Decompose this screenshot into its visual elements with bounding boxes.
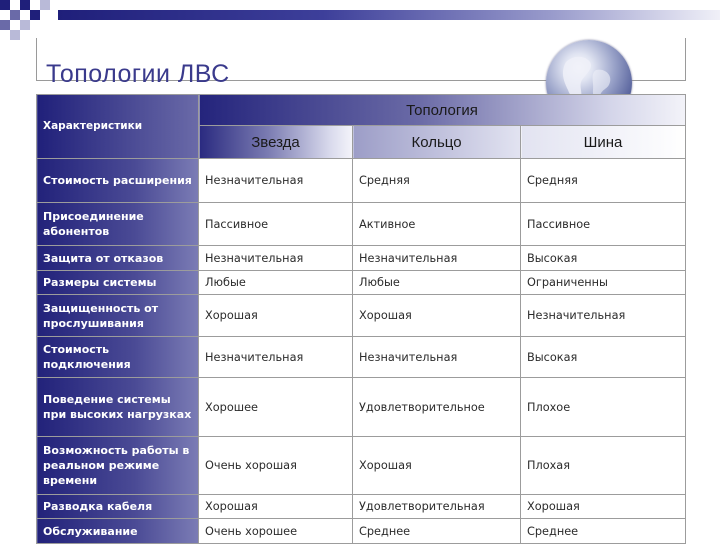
header-gradient-bar — [58, 10, 720, 20]
table-cell: Хорошая — [353, 437, 521, 495]
table-cell: Незначительная — [353, 337, 521, 378]
row-label: Разводка кабеля — [37, 495, 199, 519]
table-cell: Высокая — [521, 246, 686, 271]
table-cell: Пассивное — [199, 203, 353, 246]
table-cell: Любые — [353, 271, 521, 295]
table-cell: Хорошая — [521, 495, 686, 519]
table-cell: Незначительная — [199, 337, 353, 378]
table-row — [37, 295, 686, 337]
column-header-star: Звезда — [199, 126, 353, 159]
table-row — [37, 159, 686, 203]
table-cell: Среднее — [353, 519, 521, 544]
top-decoration — [0, 0, 720, 40]
table-cell: Незначительная — [353, 246, 521, 271]
row-label: Обслуживание — [37, 519, 199, 544]
table-cell: Незначительная — [521, 295, 686, 337]
table-cell: Хорошая — [353, 295, 521, 337]
table-row — [37, 378, 686, 437]
checker-pattern — [0, 0, 60, 40]
topology-group-header: Топология — [199, 95, 686, 126]
table-cell: Средняя — [353, 159, 521, 203]
row-label: Стоимость подключения — [37, 337, 199, 378]
table-row — [37, 337, 686, 378]
table-cell: Удовлетворительное — [353, 378, 521, 437]
table-cell: Средняя — [521, 159, 686, 203]
column-header-ring: Кольцо — [353, 126, 521, 159]
row-label: Поведение системы при высоких нагрузках — [37, 378, 199, 437]
table-cell: Хорошее — [199, 378, 353, 437]
table-cell: Плохая — [521, 437, 686, 495]
table-header-row — [37, 95, 686, 126]
table-cell: Хорошая — [199, 495, 353, 519]
table-row — [37, 271, 686, 295]
page-title: Топологии ЛВС — [46, 60, 230, 88]
topology-table — [36, 94, 686, 544]
table-cell: Активное — [353, 203, 521, 246]
table-cell: Хорошая — [199, 295, 353, 337]
row-label: Возможность работы в реальном режиме времени — [37, 437, 199, 495]
table-cell: Незначительная — [199, 246, 353, 271]
table-row — [37, 437, 686, 495]
table-cell: Очень хорошее — [199, 519, 353, 544]
row-label: Защищенность от прослушивания — [37, 295, 199, 337]
row-label: Размеры системы — [37, 271, 199, 295]
table-cell: Незначительная — [199, 159, 353, 203]
row-label: Присоединение абонентов — [37, 203, 199, 246]
row-label: Защита от отказов — [37, 246, 199, 271]
table-cell: Среднее — [521, 519, 686, 544]
table-cell: Пассивное — [521, 203, 686, 246]
table-cell: Плохое — [521, 378, 686, 437]
table-cell: Удовлетворительная — [353, 495, 521, 519]
row-label: Стоимость расширения — [37, 159, 199, 203]
table-cell: Ограниченны — [521, 271, 686, 295]
corner-header: Характеристики — [37, 95, 199, 159]
table-cell: Высокая — [521, 337, 686, 378]
table-cell: Любые — [199, 271, 353, 295]
column-header-bus: Шина — [521, 126, 686, 159]
table-row — [37, 495, 686, 519]
table-row — [37, 246, 686, 271]
table-row — [37, 203, 686, 246]
table-cell: Очень хорошая — [199, 437, 353, 495]
